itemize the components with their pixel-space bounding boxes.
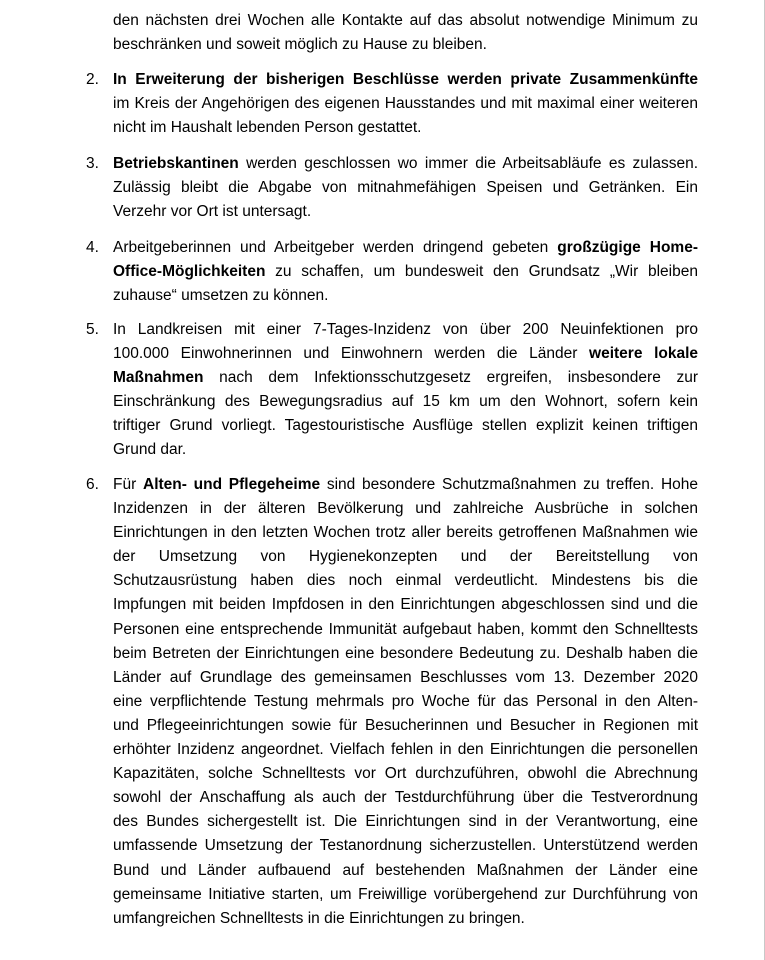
text-line: beim Betreten der Einrichtungen eine besondere Bedeutung zu. Deshalb haben die: [113, 644, 698, 662]
text-line: umfangreichen Schnelltests in die Einrichtungen zu bringen.: [113, 909, 525, 927]
text-line: nicht im Haushalt lebenden Person gestattet.: [113, 119, 422, 137]
text-line: In Landkreisen mit einer 7-Tages-Inzidenz von über 200 Neuinfektionen pro: [113, 321, 698, 338]
text-line: Grund dar.: [113, 441, 187, 459]
item-number: 2.: [86, 71, 99, 88]
text-fragment: Arbeitgeberinnen und Arbeitgeber werden dringend gebeten: [113, 239, 558, 256]
text-line: Inzidenzen in der älteren Bevölkerung und zahlreiche Ausbrüche in solchen: [113, 500, 698, 518]
text-line: Zulässig bleibt die Abgabe von mitnahmefähigen Speisen und Getränken. Ein: [113, 179, 698, 197]
intro-paragraph: [113, 9, 698, 57]
item-text: [113, 318, 698, 463]
text-line: zuhause“ umsetzen zu können.: [113, 287, 329, 305]
text-line: [113, 152, 698, 176]
text-line: Länder auf Grundlage des gemeinsamen Beschlusses vom 13. Dezember 2020: [113, 668, 698, 686]
text-line: Schutzausrüstung haben dies noch einmal verdeutlicht. Mindestens bis die: [113, 572, 698, 590]
text-line: [113, 236, 698, 260]
text-line: umfassende Umsetzung der Testanordnung sicherzustellen. Unterstützend werden: [113, 837, 698, 855]
text-fragment: Für: [113, 476, 143, 493]
text-line: der Umsetzung von Hygienekonzepten und der Bereitstellung von: [113, 548, 698, 566]
text-line: sowohl der Anschaffung als auch der Testdurchführung über die Testverordnung: [113, 789, 698, 807]
text-line: [113, 68, 698, 92]
item-number: 3.: [86, 155, 99, 172]
bold-phrase: großzügige Home-: [557, 239, 698, 256]
text-line: und Pflegeeinrichtungen sowie für Besucherinnen und Besucher in Regionen mit: [113, 716, 698, 734]
item-text: [113, 236, 698, 308]
bold-phrase: Maßnahmen: [113, 369, 204, 387]
bold-phrase: Alten- und Pflegeheime: [143, 476, 321, 493]
text-line: Einrichtungen in den letzten Wochen trotz aller bereits getroffenen Maßnahmen wie: [113, 524, 698, 542]
text-line: [113, 342, 698, 366]
bold-phrase: Betriebskantinen: [113, 155, 239, 172]
item-number: 5.: [86, 321, 99, 338]
text-fragment: nach dem Infektionsschutzgesetz ergreifen, insbesondere zur: [203, 369, 698, 387]
item-text: [113, 152, 698, 224]
text-line: [113, 473, 698, 497]
text-line: Kapazitäten, solche Schnelltests vor Ort durchzuführen, obwohl die Abrechnung: [113, 765, 698, 783]
text-line: im Kreis der Angehörigen des eigenen Hausstandes und mit maximal einer weiteren: [113, 95, 698, 113]
text-fragment: 100.000 Einwohnerinnen und Einwohnern werden die Länder: [113, 345, 590, 363]
text-line: Impfungen mit beiden Impfdosen in den Einrichtungen abgeschlossen sind und die: [113, 596, 698, 614]
item-number: 4.: [86, 239, 99, 256]
text-fragment: werden geschlossen wo immer die Arbeitsabläufe es zulassen.: [238, 155, 698, 172]
text-line: triftiger Grund vorliegt. Tagestouristische Ausflüge stellen explizit keinen triftigen: [113, 417, 698, 435]
text-line: Personen eine entsprechende Immunität aufgebaut haben, kommt den Schnelltests: [113, 620, 698, 638]
text-fragment: zu schaffen, um bundesweit den Grundsatz „Wir bleiben: [265, 263, 698, 281]
bold-phrase: Office-Möglichkeiten: [113, 263, 266, 281]
item-text: [113, 68, 698, 140]
item-text: [113, 473, 698, 931]
text-line: Bund und Länder aufbauend auf bestehenden Maßnahmen der Länder eine: [113, 861, 698, 879]
text-line: [113, 366, 698, 390]
text-line: erhöhter Inzidenz angeordnet. Vielfach fehlen in den Einrichtungen die personellen: [113, 741, 698, 759]
text-line: Verzehr vor Ort ist untersagt.: [113, 203, 312, 221]
bold-phrase: In Erweiterung der bisherigen Beschlüsse werden private Zusammenkünfte: [113, 71, 698, 88]
bold-phrase: weitere lokale: [589, 345, 699, 363]
text-line: Einschränkung des Bewegungsradius auf 15 km um den Wohnort, sofern kein: [113, 393, 698, 411]
text-line: beschränken und soweit möglich zu Hause zu bleiben.: [113, 36, 487, 54]
text-fragment: sind besondere Schutzmaßnahmen zu treffen. Hohe: [320, 476, 699, 493]
text-line: den nächsten drei Wochen alle Kontakte auf das absolut notwendige Minimum zu: [113, 12, 698, 29]
text-line: [113, 260, 698, 284]
text-line: gemeinsame Initiative starten, um Freiwillige vorübergehend zur Durchführung von: [113, 885, 698, 903]
item-number: 6.: [86, 476, 99, 493]
text-line: des Bundes sichergestellt ist. Die Einrichtungen sind in der Verantwortung, eine: [113, 813, 698, 831]
text-line: eine verpflichtende Testung mehrmals pro Woche für das Personal in den Alten-: [113, 692, 698, 710]
